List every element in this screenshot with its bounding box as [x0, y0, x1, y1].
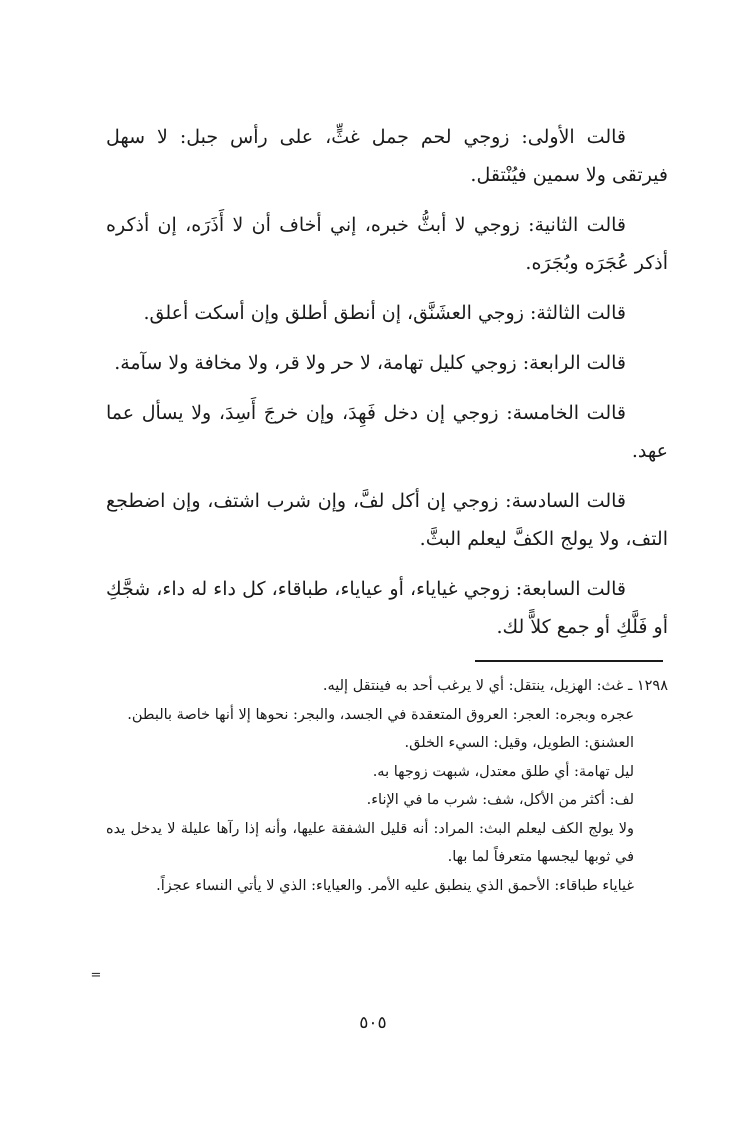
paragraph-fourth-wife: قالت الرابعة: زوجي كليل تهامة، لا حر ولا قر، ولا مخافة ولا سآمة. — [114, 352, 626, 374]
footnote-item: ١٢٩٨ ـ غث: الهزيل، ينتقل: أي لا يرغب أحد به فينتقل إليه. — [322, 678, 668, 694]
paragraph-second-wife: قالت الثانية: زوجي لا أبثُّ خبره، إني أخاف أن لا أَذَرَه، إن أذكره أذكر عُجَرَه وبُجَرَه. — [106, 214, 668, 274]
footnote-item: ليل تهامة: أي طلق معتدل، شبهت زوجها به. — [372, 763, 634, 780]
page-number: ٥٠٥ — [359, 1013, 387, 1033]
footnote-item: غياياء طباقاء: الأحمق الذي ينطبق عليه الأمر. والعياياء: الذي لا يأتي النساء عجزاً. — [156, 877, 634, 894]
footnote-divider — [475, 660, 663, 662]
paragraph-fifth-wife: قالت الخامسة: زوجي إن دخل فَهِدَ، وإن خرجَ أَسِدَ، ولا يسأل عما عهد. — [106, 402, 668, 462]
paragraph-sixth-wife: قالت السادسة: زوجي إن أكل لفَّ، وإن شرب اشتف، وإن اضطجع التف، ولا يولج الكفَّ ليعلم البثَّ. — [106, 490, 668, 550]
footnote-item: لف: أكثر من الأكل، شف: شرب ما في الإناء. — [366, 792, 634, 808]
footnote-item: عجره وبجره: العجر: العروق المتعقدة في الجسد، والبجر: نحوها إلا أنها خاصة بالبطن. — [127, 706, 634, 723]
paragraph-first-wife: قالت الأولى: زوجي لحم جمل غثٍّ، على رأس جبل: لا سهل فيرتقى ولا سمين فيُنْتقل. — [106, 126, 668, 186]
footnote-item: ولا يولج الكف ليعلم البث: المراد: أنه قليل الشفقة عليها، وأنه إذا رآها عليلة لا يدخل يده في ثوبها ليجسها متعرفاً لما بها. — [106, 820, 634, 865]
footnote-continuation-mark: = — [90, 968, 102, 983]
paragraph-seventh-wife: قالت السابعة: زوجي غياياء، أو عياياء، طباقاء، كل داء له داء، شجَّكِ أو فَلَّكِ أو جمع كلاًّ لك. — [106, 578, 668, 638]
footnote-item: العشنق: الطويل، وقيل: السيء الخلق. — [404, 735, 634, 751]
main-text — [106, 118, 668, 658]
paragraph-third-wife: قالت الثالثة: زوجي العشَنَّق، إن أنطق أطلق وإن أسكت أعلق. — [143, 302, 626, 324]
footnotes — [106, 672, 668, 900]
